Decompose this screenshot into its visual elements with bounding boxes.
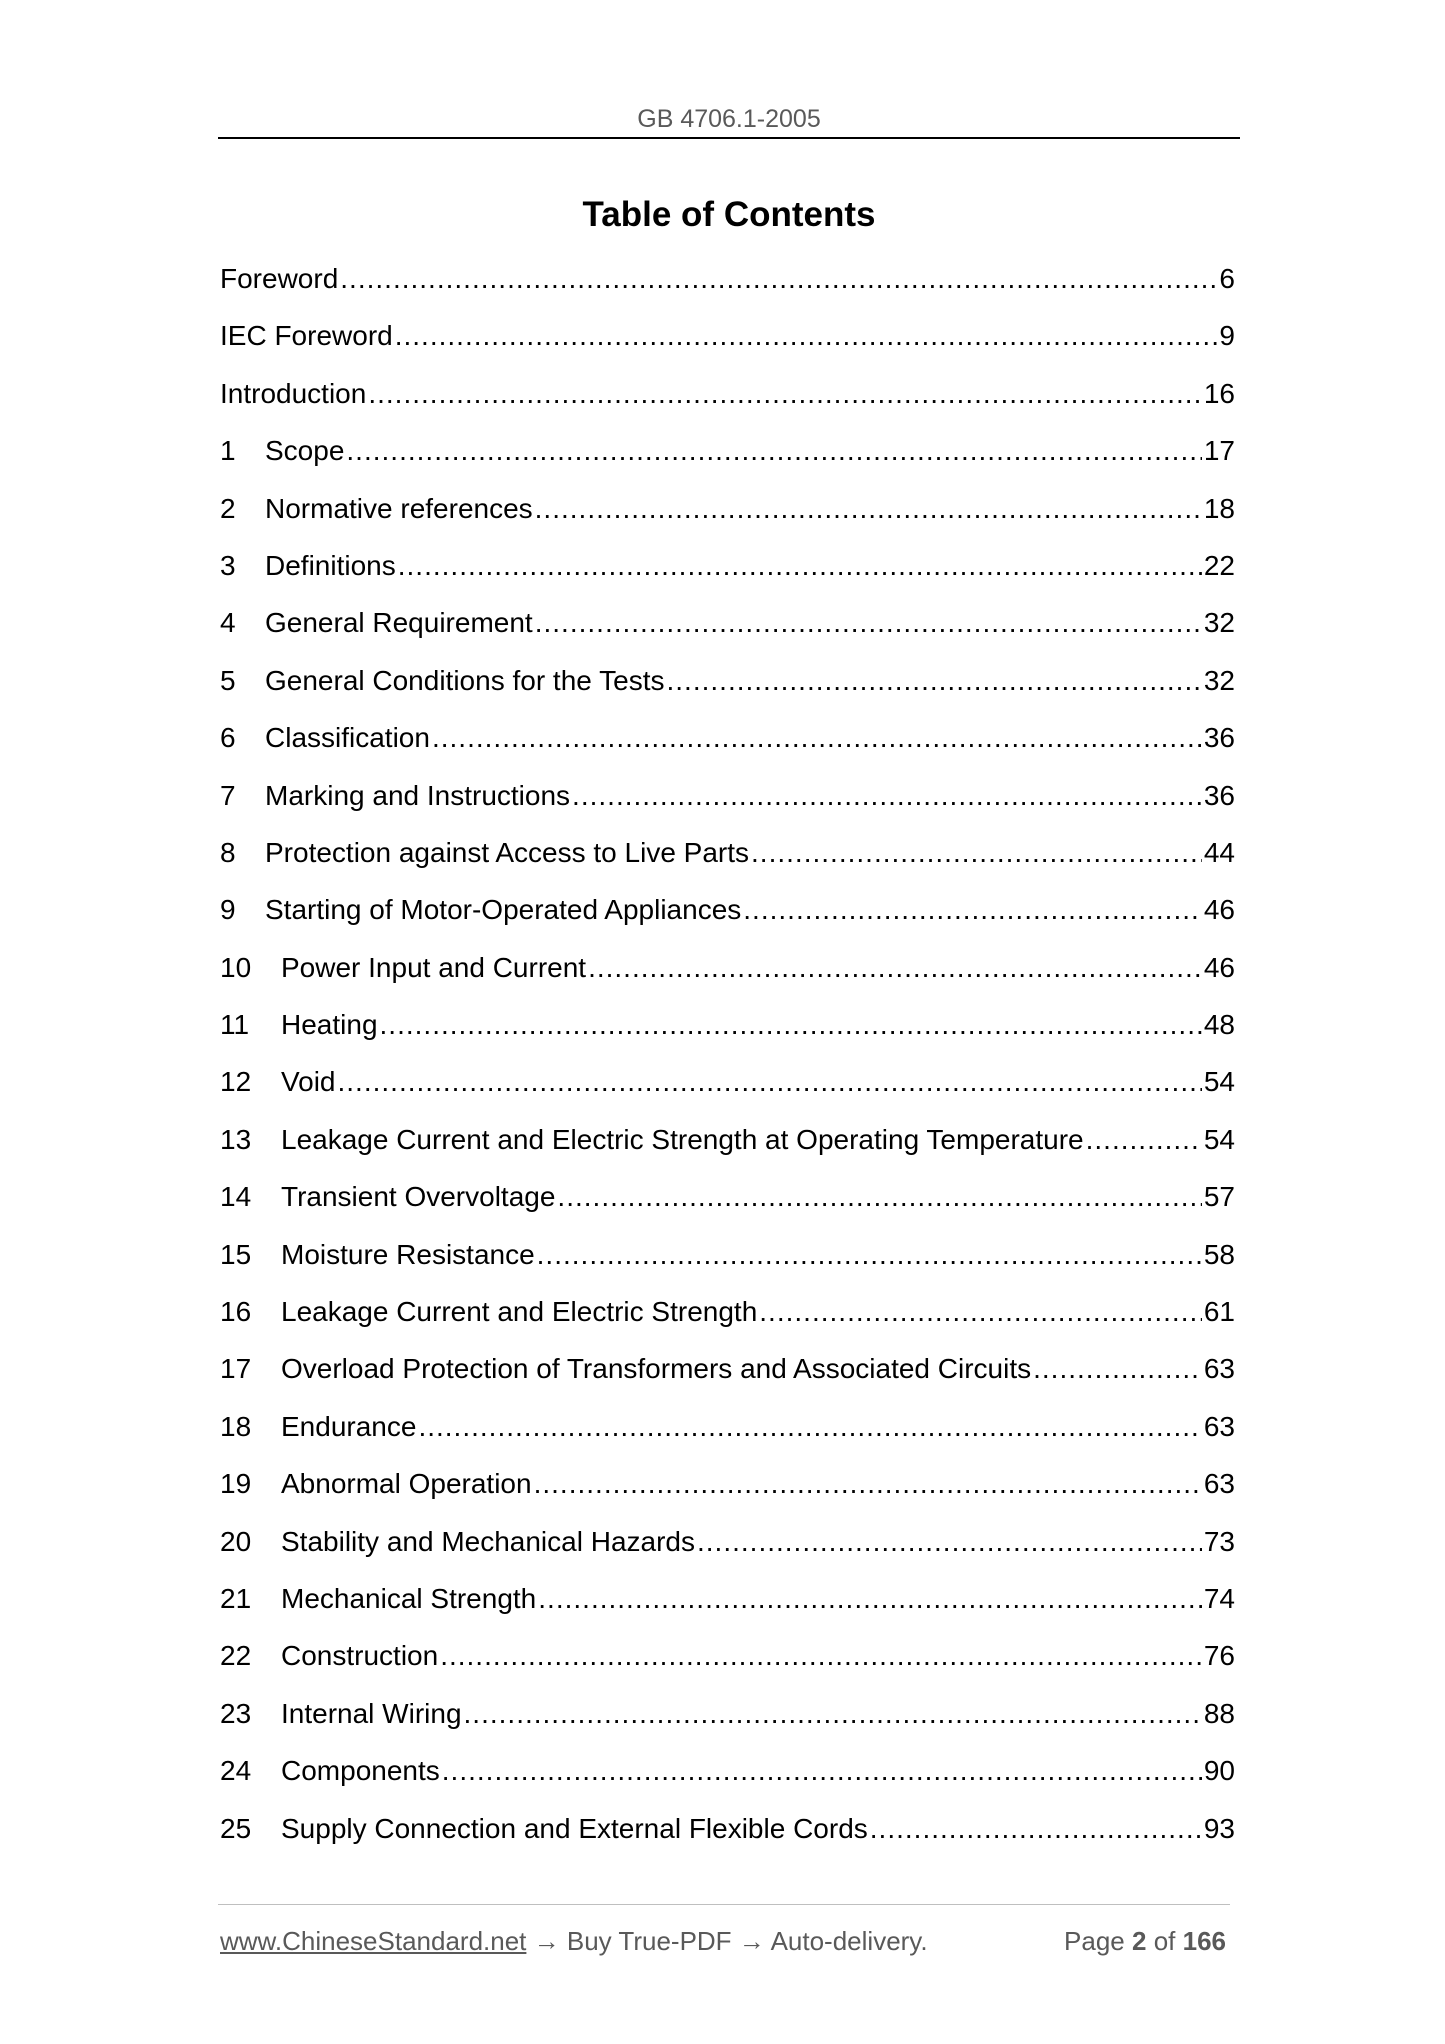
toc-title: Table of Contents bbox=[582, 195, 876, 234]
toc-dot-leader bbox=[432, 721, 1202, 755]
toc-dot-leader bbox=[743, 893, 1202, 927]
toc-entry-page: 54 bbox=[1203, 1066, 1235, 1098]
toc-entry-number: 4 bbox=[220, 607, 236, 639]
toc-dot-leader bbox=[398, 549, 1202, 583]
toc-dot-leader bbox=[464, 1697, 1202, 1731]
toc-entry[interactable] bbox=[220, 1180, 1235, 1237]
toc-entry-page: 61 bbox=[1203, 1296, 1235, 1328]
toc-dot-leader bbox=[588, 951, 1202, 985]
toc-entry-page: 93 bbox=[1203, 1812, 1235, 1844]
toc-entry-number: 10 bbox=[220, 951, 252, 983]
toc-entry[interactable] bbox=[220, 377, 1235, 434]
toc-entry[interactable] bbox=[220, 1008, 1235, 1065]
toc-dot-leader bbox=[538, 1582, 1202, 1616]
toc-entry[interactable] bbox=[220, 1065, 1235, 1122]
toc-entry-title: Marking and Instructions bbox=[265, 779, 571, 811]
page-current: 2 bbox=[1132, 1926, 1147, 1956]
toc-entry-page: 32 bbox=[1203, 664, 1235, 696]
toc-entry[interactable] bbox=[220, 1525, 1235, 1582]
toc-dot-leader bbox=[534, 1467, 1202, 1501]
toc-dot-leader bbox=[535, 492, 1202, 526]
toc-entry-number: 20 bbox=[220, 1525, 252, 1557]
toc-dot-leader bbox=[870, 1812, 1202, 1846]
toc-entry[interactable] bbox=[220, 1582, 1235, 1639]
toc-entry-number: 2 bbox=[220, 492, 236, 524]
toc-entry[interactable] bbox=[220, 951, 1235, 1008]
page-total: 166 bbox=[1182, 1926, 1226, 1956]
page-footer bbox=[220, 1925, 1230, 1957]
toc-entry-number: 21 bbox=[220, 1582, 252, 1614]
toc-entry-page: 6 bbox=[1219, 263, 1235, 294]
toc-entry-page: 17 bbox=[1203, 435, 1235, 467]
header-divider bbox=[218, 137, 1240, 139]
toc-entry-page: 63 bbox=[1203, 1468, 1235, 1500]
toc-entry-title: Classification bbox=[265, 722, 430, 754]
toc-entry-page: 46 bbox=[1203, 951, 1235, 983]
toc-dot-leader bbox=[395, 319, 1218, 353]
footer-divider bbox=[218, 1904, 1230, 1905]
toc-entry-number: 5 bbox=[220, 664, 236, 696]
toc-entry-title: Void bbox=[281, 1066, 336, 1098]
toc-entry-number: 18 bbox=[220, 1410, 252, 1442]
toc-entry-page: 18 bbox=[1203, 492, 1235, 524]
toc-dot-leader bbox=[338, 1065, 1202, 1099]
toc-entry-page: 44 bbox=[1203, 836, 1235, 868]
toc-dot-leader bbox=[346, 434, 1201, 468]
toc-dot-leader bbox=[751, 836, 1202, 870]
toc-entry[interactable] bbox=[220, 779, 1235, 836]
toc-entry[interactable] bbox=[220, 721, 1235, 778]
toc-entry-title: Definitions bbox=[265, 549, 396, 581]
toc-entry-title: Overload Protection of Transformers and Associated Circuits bbox=[281, 1353, 1032, 1385]
toc-entry[interactable] bbox=[220, 1754, 1235, 1811]
toc-entry-page: 74 bbox=[1203, 1582, 1235, 1614]
toc-entry-number: 12 bbox=[220, 1066, 252, 1098]
toc-entry-number: 19 bbox=[220, 1468, 252, 1500]
toc-dot-leader bbox=[442, 1754, 1202, 1788]
toc-dot-leader bbox=[666, 664, 1201, 698]
toc-entry-title: Leakage Current and Electric Strength bbox=[281, 1296, 758, 1328]
toc-entry-number: 1 bbox=[220, 435, 236, 467]
toc-entry-title: IEC Foreword bbox=[220, 320, 393, 352]
toc-entry-page: 76 bbox=[1203, 1640, 1235, 1672]
toc-entry[interactable] bbox=[220, 1697, 1235, 1754]
footer-tagline: → Buy True-PDF → Auto-delivery. bbox=[526, 1926, 928, 1956]
toc-entry-page: 63 bbox=[1203, 1353, 1235, 1385]
toc-entry-page: 36 bbox=[1203, 722, 1235, 754]
toc-entry-number: 23 bbox=[220, 1697, 252, 1729]
toc-dot-leader bbox=[572, 779, 1202, 813]
toc-entry-title: Starting of Motor-Operated Appliances bbox=[265, 894, 742, 926]
toc-entry-number: 6 bbox=[220, 722, 236, 754]
toc-entry-page: 58 bbox=[1203, 1238, 1235, 1270]
toc-dot-leader bbox=[759, 1295, 1202, 1329]
toc-entry-page: 73 bbox=[1203, 1525, 1235, 1557]
toc-entry-title: Moisture Resistance bbox=[281, 1238, 535, 1270]
toc-entry-page: 63 bbox=[1203, 1410, 1235, 1442]
toc-entry-title: General Conditions for the Tests bbox=[265, 664, 665, 696]
toc-entry-page: 22 bbox=[1203, 549, 1235, 581]
toc-entry-title: Introduction bbox=[220, 377, 367, 409]
toc-entry[interactable] bbox=[220, 664, 1235, 721]
toc-entry-title: Abnormal Operation bbox=[281, 1468, 532, 1500]
toc-entry[interactable] bbox=[220, 893, 1235, 950]
toc-entry-page: 16 bbox=[1203, 377, 1235, 409]
toc-entry-page: 54 bbox=[1203, 1123, 1235, 1155]
toc-entry[interactable] bbox=[220, 1295, 1235, 1352]
toc-entry[interactable] bbox=[220, 606, 1235, 663]
page-of: of bbox=[1146, 1926, 1183, 1956]
toc-entry[interactable] bbox=[220, 1352, 1235, 1409]
toc-entry-title: Construction bbox=[281, 1640, 439, 1672]
toc-entry[interactable] bbox=[220, 1639, 1235, 1696]
toc-entry-number: 16 bbox=[220, 1296, 252, 1328]
document-header-title: GB 4706.1-2005 bbox=[637, 105, 821, 133]
toc-entry-page: 88 bbox=[1203, 1697, 1235, 1729]
toc-entry-page: 36 bbox=[1203, 779, 1235, 811]
toc-dot-leader bbox=[557, 1180, 1201, 1214]
toc-entry[interactable] bbox=[220, 1123, 1235, 1180]
toc-dot-leader bbox=[418, 1410, 1201, 1444]
toc-entry-number: 13 bbox=[220, 1123, 252, 1155]
toc-entry-title: Transient Overvoltage bbox=[281, 1181, 556, 1213]
toc-entry-number: 17 bbox=[220, 1353, 252, 1385]
toc-entry[interactable] bbox=[220, 1467, 1235, 1524]
toc-entry-number: 7 bbox=[220, 779, 236, 811]
toc-entry[interactable] bbox=[220, 492, 1235, 549]
toc-dot-leader bbox=[340, 262, 1217, 296]
toc-entry-page: 9 bbox=[1219, 320, 1235, 352]
toc-entry[interactable] bbox=[220, 434, 1235, 491]
toc-entry-number: 3 bbox=[220, 549, 236, 581]
toc-entry[interactable] bbox=[220, 1812, 1235, 1869]
toc-entry-title: Scope bbox=[265, 435, 345, 467]
toc-entry-title: Leakage Current and Electric Strength at Operating Temperature bbox=[281, 1123, 1084, 1155]
toc-dot-leader bbox=[537, 1238, 1202, 1272]
toc-entry-title: Internal Wiring bbox=[281, 1697, 462, 1729]
toc-entry-title: Normative references bbox=[265, 492, 533, 524]
toc-entry-title: Foreword bbox=[220, 263, 339, 294]
toc-entry[interactable] bbox=[220, 1410, 1235, 1467]
toc-entry-title: Supply Connection and External Flexible Cords bbox=[281, 1812, 868, 1844]
toc-dot-leader bbox=[697, 1525, 1202, 1559]
toc-list bbox=[220, 262, 1235, 1869]
toc-entry-page: 57 bbox=[1203, 1181, 1235, 1213]
toc-dot-leader bbox=[1033, 1352, 1202, 1386]
toc-entry-number: 9 bbox=[220, 894, 236, 926]
toc-entry-number: 25 bbox=[220, 1812, 252, 1844]
toc-entry-title: Protection against Access to Live Parts bbox=[265, 836, 750, 868]
toc-entry-page: 90 bbox=[1203, 1755, 1235, 1787]
toc-entry[interactable] bbox=[220, 319, 1235, 376]
toc-entry-title: General Requirement bbox=[265, 607, 533, 639]
toc-dot-leader bbox=[380, 1008, 1202, 1042]
toc-entry[interactable] bbox=[220, 836, 1235, 893]
toc-entry-number: 24 bbox=[220, 1755, 252, 1787]
toc-dot-leader bbox=[368, 377, 1202, 411]
toc-entry-title: Components bbox=[281, 1755, 440, 1787]
toc-entry-number: 8 bbox=[220, 836, 236, 868]
toc-entry-number: 11 bbox=[220, 1009, 250, 1041]
toc-dot-leader bbox=[440, 1639, 1202, 1673]
toc-entry-page: 32 bbox=[1203, 607, 1235, 639]
toc-entry[interactable] bbox=[220, 262, 1235, 319]
page-indicator bbox=[1064, 1925, 1226, 1957]
toc-entry[interactable] bbox=[220, 549, 1235, 606]
toc-entry-title: Endurance bbox=[281, 1410, 417, 1442]
toc-entry-title: Stability and Mechanical Hazards bbox=[281, 1525, 695, 1557]
toc-dot-leader bbox=[535, 606, 1202, 640]
toc-entry-title: Heating bbox=[281, 1009, 378, 1041]
toc-entry-number: 14 bbox=[220, 1181, 252, 1213]
website-link[interactable]: www.ChineseStandard.net bbox=[220, 1926, 527, 1956]
toc-entry-title: Power Input and Current bbox=[281, 951, 587, 983]
page-prefix: Page bbox=[1064, 1926, 1132, 1956]
toc-entry-number: 15 bbox=[220, 1238, 252, 1270]
toc-dot-leader bbox=[1086, 1123, 1202, 1157]
toc-entry-number: 22 bbox=[220, 1640, 252, 1672]
toc-entry-page: 48 bbox=[1203, 1009, 1235, 1041]
toc-entry-page: 46 bbox=[1203, 894, 1235, 926]
toc-entry[interactable] bbox=[220, 1238, 1235, 1295]
toc-entry-title: Mechanical Strength bbox=[281, 1582, 537, 1614]
